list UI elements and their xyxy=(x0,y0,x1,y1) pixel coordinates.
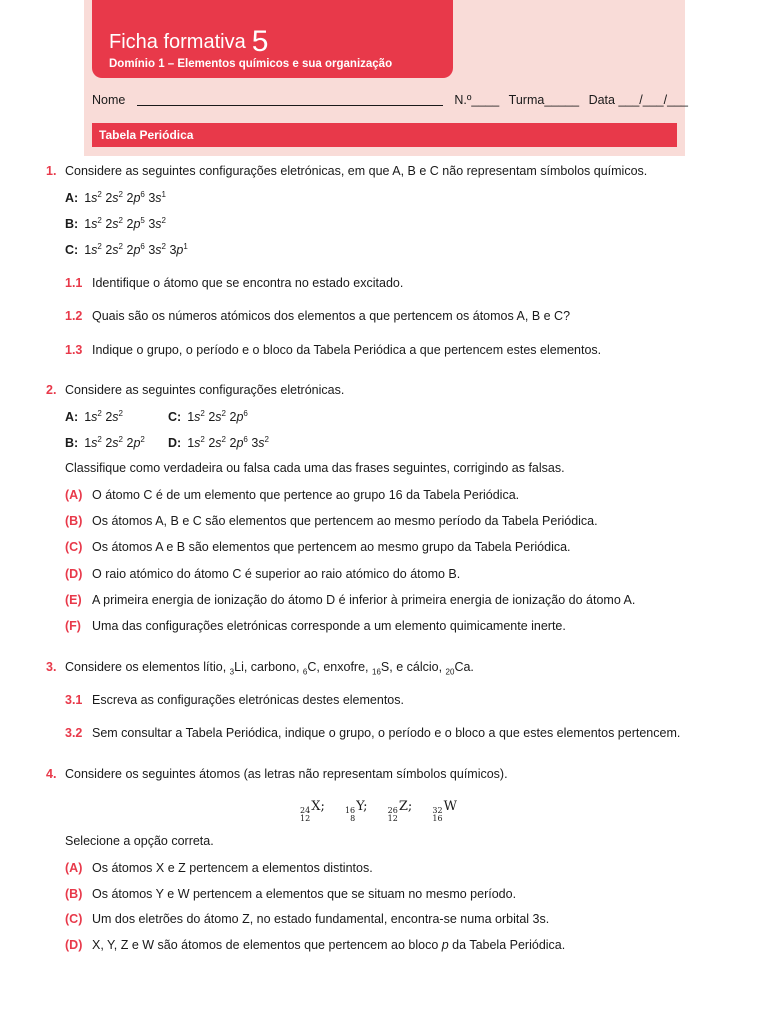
config-d: D: $1s^2$ $2s^2$ $2p^6$ $3s^2$ xyxy=(168,435,269,451)
config-b: B: $1s^2$ $2s^2$ $2p^5$ $3s^2$ xyxy=(65,216,166,232)
option-label: (A) xyxy=(65,861,83,875)
question-number: 4. xyxy=(46,767,57,781)
question-number: 1. xyxy=(46,164,57,178)
option-label: (C) xyxy=(65,912,83,926)
option-text: Os átomos Y e W pertencem a elementos que se situam no mesmo período. xyxy=(92,887,517,901)
question-text: Considere as seguintes configurações eletrónicas, em que A, B e C não representam símbolos químicos. xyxy=(65,164,648,178)
option-label: (D) xyxy=(65,938,83,952)
question-2-instruction: Classifique como verdadeira ou falsa cada uma das frases seguintes, corrigindo as falsas. xyxy=(65,461,565,475)
option-text: X, Y, Z e W são átomos de elementos que pertencem ao bloco p da Tabela Periódica. xyxy=(92,938,566,952)
name-field[interactable] xyxy=(137,93,443,106)
class-label: Turma_____ xyxy=(508,93,580,107)
student-info-line xyxy=(92,93,688,107)
subquestion-text: Identifique o átomo que se encontra no estado excitado. xyxy=(92,276,404,290)
worksheet-subtitle: Domínio 1 – Elementos químicos e sua organização xyxy=(109,58,393,70)
question-number: 2. xyxy=(46,383,57,397)
subquestion-text: Indique o grupo, o período e o bloco da Tabela Periódica a que pertencem estes elementos. xyxy=(92,343,602,357)
subquestion-number: 1.2 xyxy=(65,309,83,323)
nuclide-w: 32 16 W xyxy=(432,799,457,823)
question-number: 3. xyxy=(46,660,57,674)
config-b: B: $1s^2$ $2s^2$ $2p^2$ xyxy=(65,435,145,451)
option-label: (D) xyxy=(65,567,83,581)
date-label: Data ___/___/___ xyxy=(588,93,688,107)
question-text: Considere os elementos lítio, $_3$Li, carbono, $_6$C, enxofre, $_{16}$S, e cálcio, $_{20}$Ca. xyxy=(65,660,474,677)
config-label: C: xyxy=(65,243,79,258)
config-a: A: $1s^2$ $2s^2$ $2p^6$ $3s^1$ xyxy=(65,190,166,206)
option-text: A primeira energia de ionização do átomo D é inferior à primeira energia de ionização do átomo A. xyxy=(92,593,636,607)
option-text: Os átomos A e B são elementos que pertencem ao mesmo grupo da Tabela Periódica. xyxy=(92,540,571,554)
option-text: Uma das configurações eletrónicas corresponde a um elemento quimicamente inerte. xyxy=(92,619,566,633)
title-banner xyxy=(92,0,453,78)
config-c: C: $1s^2$ $2s^2$ $2p^6$ $3s^2$ $3p^1$ xyxy=(65,242,188,258)
worksheet-title-text: Ficha formativa xyxy=(109,31,246,53)
option-label: (B) xyxy=(65,514,83,528)
name-label: Nome xyxy=(92,93,126,107)
option-label: (C) xyxy=(65,540,83,554)
question-4-instruction: Selecione a opção correta. xyxy=(65,834,214,848)
option-text: O átomo C é de um elemento que pertence ao grupo 16 da Tabela Periódica. xyxy=(92,488,520,502)
config-a: A: $1s^2$ $2s^2$ xyxy=(65,409,123,425)
option-text: Um dos eletrões do átomo Z, no estado fundamental, encontra-se numa orbital 3s. xyxy=(92,912,550,926)
config-label: C: xyxy=(168,410,182,425)
subquestion-number: 3.1 xyxy=(65,693,83,707)
subquestion-number: 1.1 xyxy=(65,276,83,290)
option-text: O raio atómico do átomo C é superior ao raio atómico do átomo B. xyxy=(92,567,461,581)
question-text: Considere os seguintes átomos (as letras não representam símbolos químicos). xyxy=(65,767,508,781)
worksheet-number: 5 xyxy=(251,25,269,58)
config-label: B: xyxy=(65,217,79,232)
subquestion-number: 1.3 xyxy=(65,343,83,357)
subquestion-number: 3.2 xyxy=(65,726,83,740)
option-label: (A) xyxy=(65,488,83,502)
config-c: C: $1s^2$ $2s^2$ $2p^6$ xyxy=(168,409,248,425)
subquestion-text: Quais são os números atómicos dos elementos a que pertencem os átomos A, B e C? xyxy=(92,309,571,323)
nuclide-z: 26 12 Z; xyxy=(387,799,413,823)
subquestion-text: Sem consultar a Tabela Periódica, indique o grupo, o período e o bloco a que estes elementos pertencem. xyxy=(92,726,681,740)
option-text: Os átomos X e Z pertencem a elementos distintos. xyxy=(92,861,373,875)
question-text: Considere as seguintes configurações eletrónicas. xyxy=(65,383,345,397)
config-label: D: xyxy=(168,436,182,451)
option-label: (F) xyxy=(65,619,81,633)
section-bar xyxy=(92,123,677,147)
nuclide-x: 24 12 X; xyxy=(300,799,325,823)
nuclide-y: 16 8 Y; xyxy=(344,799,368,823)
config-label: A: xyxy=(65,410,79,425)
number-label: N.º____ xyxy=(454,93,500,107)
option-label: (B) xyxy=(65,887,83,901)
subquestion-text: Escreva as configurações eletrónicas destes elementos. xyxy=(92,693,404,707)
option-label: (E) xyxy=(65,593,82,607)
worksheet-title xyxy=(109,22,268,56)
option-text: Os átomos A, B e C são elementos que pertencem ao mesmo período da Tabela Periódica. xyxy=(92,514,598,528)
config-label: A: xyxy=(65,191,79,206)
nuclide-list xyxy=(300,799,473,823)
config-label: B: xyxy=(65,436,79,451)
section-title: Tabela Periódica xyxy=(99,128,194,142)
